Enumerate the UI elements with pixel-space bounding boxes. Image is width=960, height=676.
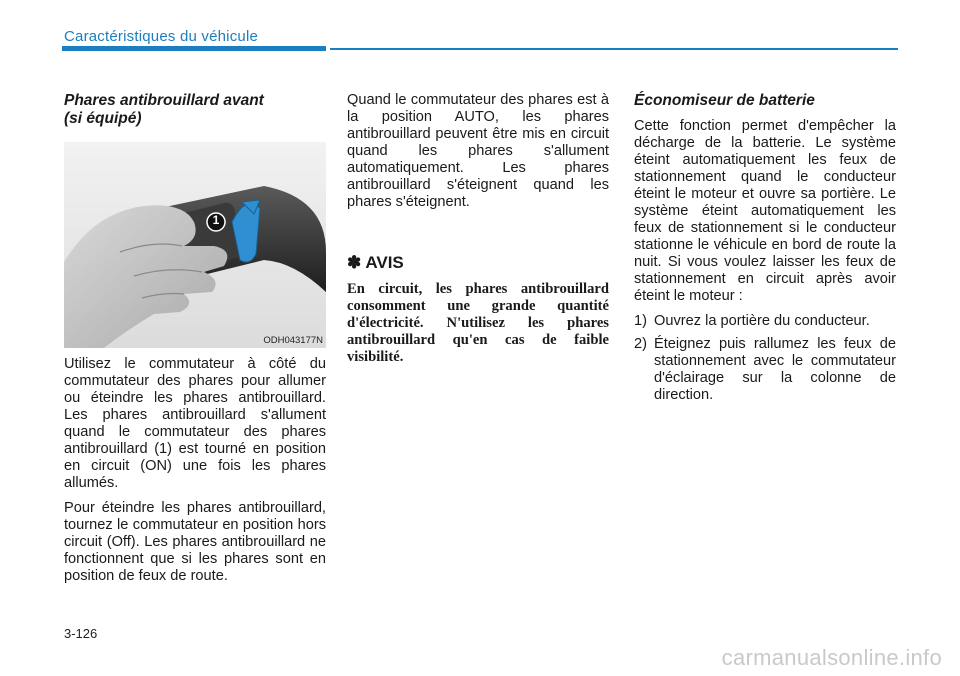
step-text: Éteignez puis rallumez les feux de stationnement avec le commutateur d'éclairage sur la colonne de direction. bbox=[654, 336, 896, 403]
list-item bbox=[634, 336, 896, 404]
step-number: 1) bbox=[634, 313, 647, 329]
page-number: 3-126 bbox=[64, 626, 98, 641]
list-item bbox=[634, 313, 896, 330]
notice-title: AVIS bbox=[365, 253, 404, 272]
hand-on-stalk-illustration bbox=[64, 142, 326, 348]
notice-star-icon: ✽ bbox=[347, 253, 362, 272]
fog-lights-heading-line1: Phares antibrouillard avant bbox=[64, 92, 264, 109]
notice-heading bbox=[347, 253, 609, 273]
section-title: Caractéristiques du véhicule bbox=[64, 28, 259, 45]
column-auto-notice bbox=[347, 92, 609, 366]
battery-saver-paragraph: Cette fonction permet d'empêcher la décharge de la batterie. Le système éteint automatiquement les feux de stationnement quand le conducteur éteint le moteur et ouvre sa portière. Le système éteint automatiquement les feux de stationnement si le conducteur stationne le véhicule en bord de route la nuit. Si vous voulez laisser les feux de stationnement en circuit après avoir éteint le moteur : bbox=[634, 118, 896, 304]
header-rule-thick bbox=[62, 46, 326, 51]
column-battery-saver bbox=[634, 92, 896, 410]
image-caption: ODH043177N bbox=[263, 335, 323, 346]
fog-switch-photo bbox=[64, 142, 326, 348]
fog-lights-heading-line2: (si équipé) bbox=[64, 110, 142, 127]
step-number: 2) bbox=[634, 336, 647, 352]
column-fog-lights bbox=[64, 92, 326, 593]
auto-mode-paragraph: Quand le commutateur des phares est à la position AUTO, les phares antibrouillard peuvent être mis en circuit quand les phares s'allument automatiquement. Les phares antibrouillard s'éteignent quand les phares s'éteignent. bbox=[347, 92, 609, 210]
fog-lights-heading bbox=[64, 92, 326, 128]
fog-lights-paragraph-2: Pour éteindre les phares antibrouillard, tournez le commutateur en position hors circuit (Off). Les phares antibrouillard ne fonctionnent que si les phares sont en position de feux de route. bbox=[64, 500, 326, 584]
step-text: Ouvrez la portière du conducteur. bbox=[654, 313, 870, 329]
callout-number: 1 bbox=[212, 213, 220, 227]
battery-saver-steps bbox=[634, 313, 896, 404]
battery-saver-heading: Économiseur de batterie bbox=[634, 92, 815, 109]
header-rule-thin bbox=[330, 48, 898, 50]
fog-lights-paragraph-1: Utilisez le commutateur à côté du commutateur des phares pour allumer ou éteindre les phares antibrouillard. Les phares antibrouillard s'allument quand le commutateur des phares antibrouillard (1) est tourné en position en circuit (ON) une fois les phares allumés. bbox=[64, 356, 326, 491]
notice-text: En circuit, les phares antibrouillard consomment une grande quantité d'électricité. N'utilisez les phares antibrouillard qu'en cas de faible visibilité. bbox=[347, 281, 609, 365]
watermark: carmanualsonline.info bbox=[721, 645, 942, 670]
